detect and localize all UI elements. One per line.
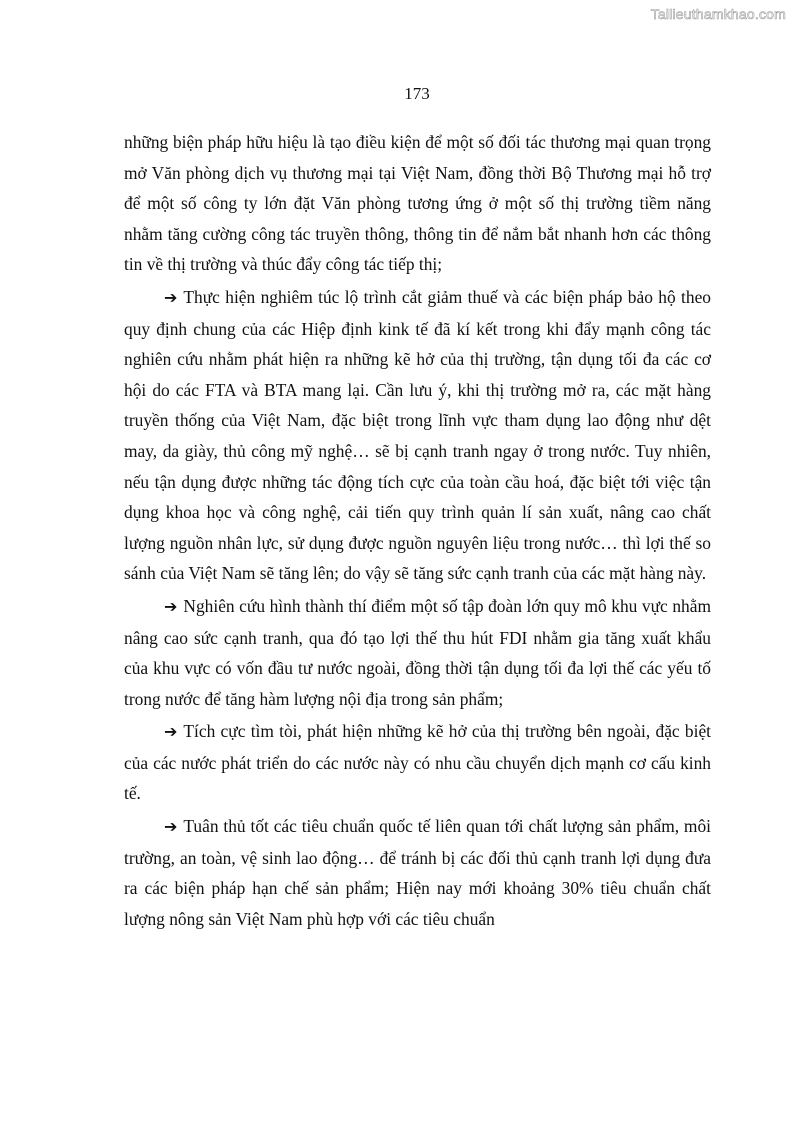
bullet-text: Thực hiện nghiêm túc lộ trình cắt giảm thuế và các biện pháp bảo hộ theo quy định chung của các Hiệp định kink tế đã kí kết trong khi đẩy mạnh công tác nghiên cứu nhằm phát hiện ra những kẽ hở của thị trường, tận dụng tối đa các cơ hội do các FTA và BTA mang lại. Cần lưu ý, khi thị trường mở ra, các mặt hàng truyền thống của Việt Nam, đặc biệt trong lĩnh vực tham dụng lao động như dệt may, da giày, thủ công mỹ nghệ… sẽ bị cạnh tranh ngay ở trong nước. Tuy nhiên, nếu tận dụng được những tác động tích cực của toàn cầu hoá, đặc biệt tới việc tận dụng khoa học và công nghệ, cải tiến quy trình quản lí sản xuất, nâng cao chất lượng nguồn nhân lực, sử dụng được nguồn nguyên liệu trong nước… thì lợi thế so sánh của Việt Nam sẽ tăng lên; do vậy sẽ tăng sức cạnh tranh của các mặt hàng này. xyxy=(124,286,711,584)
bullet-paragraph xyxy=(124,716,711,809)
arrow-right-icon: ➔ xyxy=(164,596,178,616)
arrow-right-icon: ➔ xyxy=(164,817,178,837)
paragraph-continuation: những biện pháp hữu hiệu là tạo điều kiện để một số đối tác thương mại quan trọng mở Văn phòng dịch vụ thương mại tại Việt Nam, đồng thời Bộ Thương mại hỗ trợ để một số công ty lớn đặt Văn phòng tương ứng ở một số thị trường tiềm năng nhằm tăng cường công tác truyền thông, thông tin để nắm bắt nhanh hơn các thông tin về thị trường và thúc đẩy công tác tiếp thị; xyxy=(124,132,711,275)
bullet-paragraph xyxy=(124,591,711,714)
bullet-text: Tích cực tìm tòi, phát hiện những kẽ hở của thị trường bên ngoài, đặc biệt của các nước phát triển do các nước này có nhu cầu chuyển dịch mạnh cơ cấu kinh tế. xyxy=(124,721,711,804)
bullet-paragraph xyxy=(124,282,711,589)
watermark: Tailieuthamkhao.com xyxy=(650,6,786,22)
bullet-text: Tuân thủ tốt các tiêu chuẩn quốc tế liên quan tới chất lượng sản phẩm, môi trường, an toàn, vệ sinh lao động… để tránh bị các đối thủ cạnh tranh lợi dụng đưa ra các biện pháp hạn chế sản phẩm; Hiện nay mới khoảng 30% tiêu chuẩn chất lượng nông sản Việt Nam phù hợp với các tiêu chuẩn xyxy=(124,816,711,929)
page-body xyxy=(124,127,711,936)
arrow-right-icon: ➔ xyxy=(164,722,178,742)
page-number: 173 xyxy=(404,84,430,103)
arrow-right-icon: ➔ xyxy=(164,287,178,307)
bullet-paragraph xyxy=(124,811,711,934)
bullet-text: Nghiên cứu hình thành thí điểm một số tập đoàn lớn quy mô khu vực nhằm nâng cao sức cạnh tranh, qua đó tạo lợi thế thu hút FDI nhằm gia tăng xuất khẩu của khu vực có vốn đầu tư nước ngoài, đồng thời tận dụng tối đa lợi thế các yếu tố trong nước để tăng hàm lượng nội địa trong sản phẩm; xyxy=(124,595,711,709)
